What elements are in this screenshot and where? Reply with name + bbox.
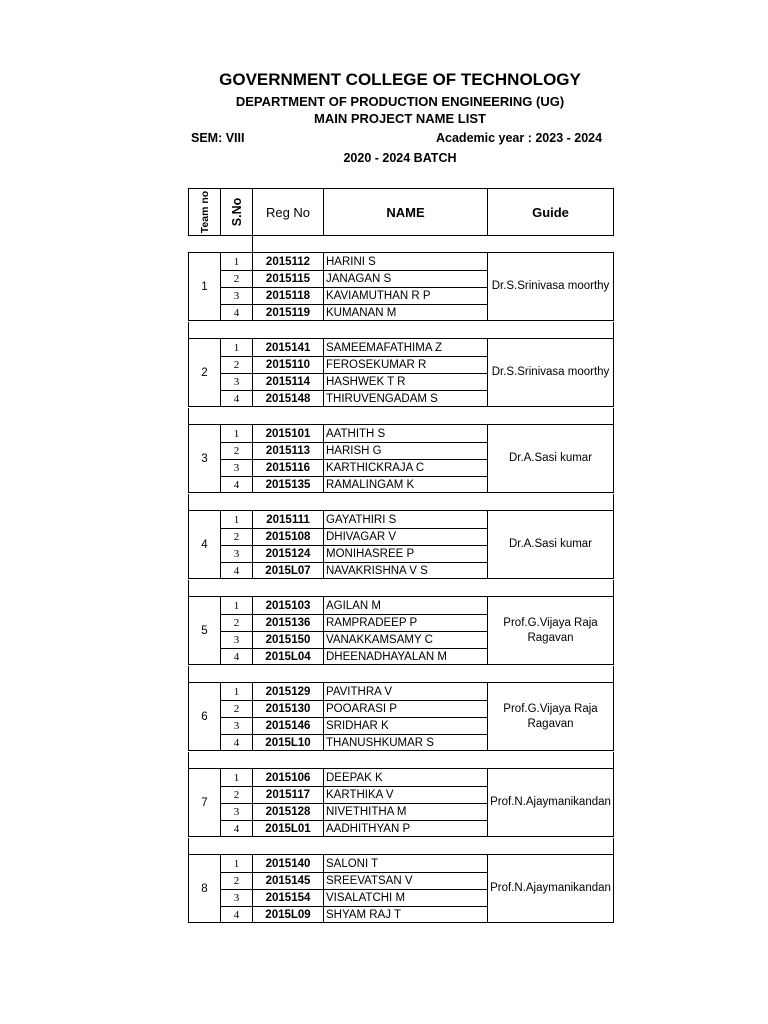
member-reg-no: 2015140 bbox=[265, 857, 311, 870]
member-serial-number: 2 bbox=[233, 874, 240, 887]
member-serial-number: 3 bbox=[233, 634, 240, 647]
table-header-row bbox=[188, 188, 614, 236]
member-serial-number: 3 bbox=[233, 290, 240, 303]
team-spacer-row bbox=[188, 666, 614, 682]
batch-heading: 2020 - 2024 BATCH bbox=[343, 151, 457, 165]
member-serial-number: 4 bbox=[233, 565, 240, 578]
member-serial-number: 4 bbox=[233, 651, 240, 664]
member-reg-no: 2015154 bbox=[265, 892, 311, 905]
team-number: 8 bbox=[201, 882, 208, 895]
member-serial-number: 2 bbox=[233, 444, 240, 457]
member-serial-number: 2 bbox=[233, 530, 240, 543]
member-reg-no: 2015103 bbox=[265, 599, 311, 612]
member-reg-no: 2015108 bbox=[265, 530, 311, 543]
member-serial-number: 1 bbox=[233, 599, 240, 612]
member-serial-number: 3 bbox=[233, 720, 240, 733]
team-block bbox=[188, 768, 614, 837]
member-name: DEEPAK K bbox=[326, 771, 383, 784]
member-serial-number: 3 bbox=[233, 462, 240, 475]
team-block bbox=[188, 338, 614, 407]
member-serial-number: 1 bbox=[233, 685, 240, 698]
team-spacer-row bbox=[188, 494, 614, 510]
header-reg-no-label: Reg No bbox=[265, 204, 311, 220]
team-number: 3 bbox=[201, 452, 208, 465]
team-block bbox=[188, 252, 614, 321]
member-name: PAVITHRA V bbox=[326, 685, 393, 698]
member-name: KARTHIKA V bbox=[326, 788, 394, 801]
member-name: KARTHICKRAJA C bbox=[326, 462, 425, 475]
member-name: HASHWEK T R bbox=[326, 376, 406, 389]
team-number: 2 bbox=[201, 366, 208, 379]
member-name: NAVAKRISHNA V S bbox=[326, 565, 428, 578]
member-serial-number: 1 bbox=[233, 513, 240, 526]
team-spacer-row bbox=[188, 322, 614, 338]
member-serial-number: 4 bbox=[233, 737, 240, 750]
header-guide-label: Guide bbox=[532, 204, 569, 220]
header-name bbox=[324, 189, 487, 235]
member-name: AADHITHYAN P bbox=[326, 823, 411, 836]
member-reg-no: 2015148 bbox=[265, 393, 311, 406]
team-block bbox=[188, 682, 614, 751]
member-serial-number: 1 bbox=[233, 341, 240, 354]
member-reg-no: 2015111 bbox=[266, 513, 310, 526]
member-serial-number: 2 bbox=[233, 272, 240, 285]
member-reg-no: 2015135 bbox=[265, 479, 311, 492]
member-name: SREEVATSAN V bbox=[326, 874, 413, 887]
header-name-label: NAME bbox=[386, 204, 425, 220]
member-name: JANAGAN S bbox=[326, 272, 392, 285]
member-name: NIVETHITHA M bbox=[326, 806, 407, 819]
member-reg-no: 2015129 bbox=[265, 685, 311, 698]
member-name: RAMPRADEEP P bbox=[326, 616, 418, 629]
member-reg-no: 2015101 bbox=[265, 427, 311, 440]
member-name: THIRUVENGADAM S bbox=[326, 393, 438, 406]
member-name: KUMANAN M bbox=[326, 307, 397, 320]
member-name: AGILAN M bbox=[326, 599, 381, 612]
member-name: VISALATCHI M bbox=[326, 892, 406, 905]
member-reg-no: 2015117 bbox=[265, 788, 311, 801]
member-serial-number: 4 bbox=[233, 909, 240, 922]
member-serial-number: 1 bbox=[233, 427, 240, 440]
member-reg-no: 2015112 bbox=[265, 255, 311, 268]
academic-year-label: Academic year : 2023 - 2024 bbox=[436, 131, 603, 145]
member-serial-number: 4 bbox=[233, 479, 240, 492]
member-serial-number: 3 bbox=[233, 892, 240, 905]
member-reg-no: 2015106 bbox=[265, 771, 311, 784]
team-spacer-row bbox=[188, 408, 614, 424]
member-reg-no: 2015115 bbox=[265, 272, 311, 285]
member-reg-no: 2015116 bbox=[265, 462, 311, 475]
member-reg-no: 2015130 bbox=[265, 702, 311, 715]
member-reg-no: 2015128 bbox=[265, 806, 311, 819]
member-name: FEROSEKUMAR R bbox=[326, 358, 427, 371]
member-reg-no: 2015118 bbox=[265, 290, 311, 303]
page-title: GOVERNMENT COLLEGE OF TECHNOLOGY bbox=[219, 70, 581, 89]
member-name: VANAKKAMSAMY C bbox=[326, 634, 433, 647]
department-heading: DEPARTMENT OF PRODUCTION ENGINEERING (UG) bbox=[235, 94, 565, 109]
member-reg-no: 2015141 bbox=[265, 341, 311, 354]
member-name: SALONI T bbox=[326, 857, 379, 870]
member-serial-number: 1 bbox=[233, 771, 240, 784]
team-guide: Prof.N.Ajaymanikandan bbox=[490, 796, 611, 808]
member-name: SHYAM RAJ T bbox=[326, 909, 401, 922]
member-name: POOARASI P bbox=[326, 702, 397, 715]
member-name: DHIVAGAR V bbox=[326, 530, 397, 543]
team-guide: Dr.S.Srinivasa moorthy bbox=[491, 366, 610, 378]
member-reg-no: 2015L09 bbox=[265, 909, 311, 922]
team-guide: Prof.G.Vijaya Raja Ragavan bbox=[503, 616, 598, 644]
member-name: SAMEEMAFATHIMA Z bbox=[326, 341, 443, 354]
team-spacer-row bbox=[188, 838, 614, 854]
member-serial-number: 1 bbox=[233, 857, 240, 870]
member-name: GAYATHIRI S bbox=[326, 513, 397, 526]
team-guide: Dr.A.Sasi kumar bbox=[508, 452, 593, 464]
member-reg-no: 2015L04 bbox=[265, 651, 311, 664]
team-spacer-row bbox=[188, 580, 614, 596]
team-guide: Prof.G.Vijaya Raja Ragavan bbox=[503, 702, 598, 730]
team-block bbox=[188, 510, 614, 579]
member-serial-number: 3 bbox=[233, 548, 240, 561]
member-name: HARINI S bbox=[326, 255, 376, 268]
team-block bbox=[188, 424, 614, 493]
header-gap-line bbox=[252, 236, 253, 252]
member-name: HARISH G bbox=[326, 444, 382, 457]
team-spacer-row bbox=[188, 752, 614, 768]
member-reg-no: 2015L01 bbox=[265, 823, 311, 836]
member-name: THANUSHKUMAR S bbox=[326, 737, 434, 750]
header-team-no-label: Team no bbox=[198, 190, 211, 234]
header-s-no bbox=[221, 189, 252, 235]
team-block bbox=[188, 854, 614, 923]
member-reg-no: 2015136 bbox=[265, 616, 311, 629]
member-reg-no: 2015124 bbox=[265, 548, 311, 561]
member-reg-no: 2015150 bbox=[265, 634, 311, 647]
team-number: 6 bbox=[201, 710, 208, 723]
member-name: AATHITH S bbox=[326, 427, 386, 440]
member-serial-number: 4 bbox=[233, 393, 240, 406]
member-serial-number: 2 bbox=[233, 702, 240, 715]
member-serial-number: 3 bbox=[233, 376, 240, 389]
member-reg-no: 2015145 bbox=[265, 874, 311, 887]
member-serial-number: 2 bbox=[233, 358, 240, 371]
team-number: 4 bbox=[201, 538, 208, 551]
member-reg-no: 2015146 bbox=[265, 720, 311, 733]
header-s-no-label: S.No bbox=[229, 197, 244, 227]
member-reg-no: 2015L07 bbox=[265, 565, 311, 578]
header-reg-no bbox=[253, 189, 323, 235]
member-reg-no: 2015L10 bbox=[265, 737, 311, 750]
semester-label: SEM: VIII bbox=[191, 131, 245, 145]
member-serial-number: 4 bbox=[233, 823, 240, 836]
member-serial-number: 3 bbox=[233, 806, 240, 819]
header-guide bbox=[488, 189, 613, 235]
member-reg-no: 2015113 bbox=[265, 444, 311, 457]
member-name: DHEENADHAYALAN M bbox=[326, 651, 447, 664]
team-block bbox=[188, 596, 614, 665]
team-guide: Dr.A.Sasi kumar bbox=[508, 538, 593, 550]
team-guide: Dr.S.Srinivasa moorthy bbox=[491, 280, 610, 292]
member-name: SRIDHAR K bbox=[326, 720, 389, 733]
team-number: 7 bbox=[201, 796, 208, 809]
member-reg-no: 2015119 bbox=[265, 307, 311, 320]
member-name: RAMALINGAM K bbox=[326, 479, 415, 492]
member-name: MONIHASREE P bbox=[326, 548, 415, 561]
header-team-no bbox=[189, 189, 220, 235]
member-serial-number: 2 bbox=[233, 616, 240, 629]
member-serial-number: 2 bbox=[233, 788, 240, 801]
member-name: KAVIAMUTHAN R P bbox=[326, 290, 431, 303]
member-serial-number: 1 bbox=[233, 255, 240, 268]
member-reg-no: 2015114 bbox=[265, 376, 311, 389]
member-reg-no: 2015110 bbox=[265, 358, 311, 371]
team-number: 1 bbox=[201, 280, 208, 293]
list-heading: MAIN PROJECT NAME LIST bbox=[314, 111, 486, 126]
team-number: 5 bbox=[201, 624, 208, 637]
member-serial-number: 4 bbox=[233, 307, 240, 320]
team-guide: Prof.N.Ajaymanikandan bbox=[490, 882, 611, 894]
